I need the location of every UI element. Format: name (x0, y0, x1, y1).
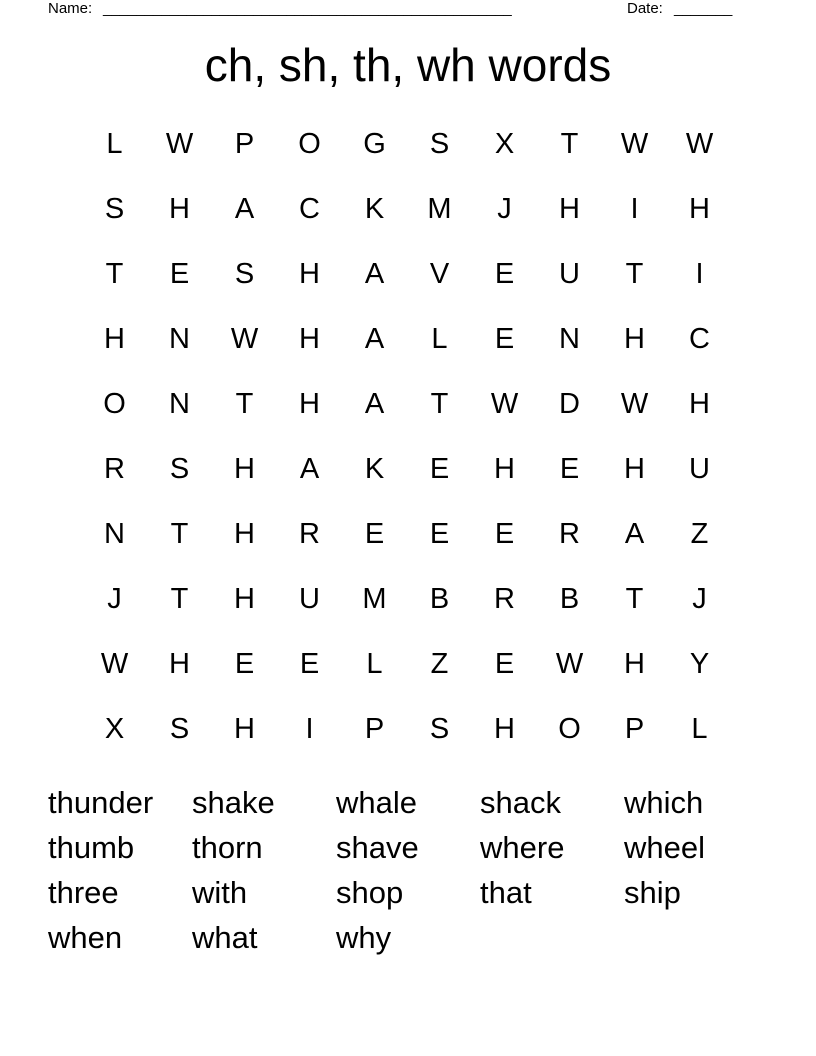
grid-cell: N (559, 323, 580, 355)
grid-cell: E (494, 323, 515, 355)
grid-cell: N (169, 323, 190, 355)
grid-cell: H (299, 323, 320, 355)
grid-cell: J (107, 583, 122, 615)
word-list (48, 780, 768, 960)
grid-cell: E (494, 648, 515, 680)
grid-cell: O (298, 128, 321, 160)
grid-cell: H (624, 648, 645, 680)
grid-cell: X (104, 713, 125, 745)
grid-cell: L (106, 128, 123, 160)
grid-cell: N (104, 518, 125, 550)
grid-cell: X (494, 128, 515, 160)
grid-cell: W (490, 388, 519, 420)
grid-cell: S (169, 713, 190, 745)
grid-cell: E (494, 518, 515, 550)
grid-cell: H (689, 388, 710, 420)
word-list-item: shake (192, 785, 275, 820)
grid-cell: T (170, 583, 189, 615)
word-list-item: thunder (48, 785, 154, 820)
grid-cell: Z (430, 648, 449, 680)
word-list-item: shack (480, 785, 561, 820)
grid-cell: T (235, 388, 254, 420)
grid-cell: Y (689, 648, 710, 680)
grid-cell: A (299, 453, 320, 485)
grid-cell: T (625, 583, 644, 615)
grid-cell: A (364, 258, 385, 290)
grid-cell: R (299, 518, 320, 550)
grid-cell: P (624, 713, 645, 745)
grid-cell: R (559, 518, 580, 550)
grid-cell: I (305, 713, 314, 745)
grid-cell: E (169, 258, 190, 290)
grid-cell: T (170, 518, 189, 550)
grid-cell: H (104, 323, 125, 355)
grid-cell: H (624, 453, 645, 485)
grid-cell: H (299, 388, 320, 420)
grid-cell: A (234, 193, 255, 225)
grid-cell: C (689, 323, 710, 355)
grid-cell: H (234, 713, 255, 745)
word-list-item: what (192, 920, 258, 955)
word-list-item: wheel (624, 830, 705, 865)
grid-cell: O (103, 388, 126, 420)
grid-cell: E (494, 258, 515, 290)
word-list-item: three (48, 875, 119, 910)
grid-cell: Z (690, 518, 709, 550)
grid-cell: W (230, 323, 259, 355)
grid-cell: T (430, 388, 449, 420)
grid-cell: S (429, 128, 450, 160)
grid-cell: E (234, 648, 255, 680)
grid-cell: H (494, 713, 515, 745)
grid-cell: S (429, 713, 450, 745)
grid-cell: E (429, 453, 450, 485)
grid-cell: A (364, 323, 385, 355)
grid-cell: K (364, 193, 385, 225)
grid-cell: J (692, 583, 707, 615)
grid-cell: M (427, 193, 452, 225)
grid-cell: H (624, 323, 645, 355)
grid-cell: I (630, 193, 639, 225)
word-list-item: which (624, 785, 704, 820)
grid-cell: H (169, 193, 190, 225)
word-list-item: when (48, 920, 123, 955)
grid-cell: L (691, 713, 708, 745)
grid-cell: H (494, 453, 515, 485)
grid-cell: G (363, 128, 386, 160)
grid-cell: H (299, 258, 320, 290)
grid-cell: B (559, 583, 580, 615)
grid-cell: H (234, 518, 255, 550)
grid-cell: L (366, 648, 383, 680)
name-blank-line: _________________________________________________ (103, 0, 512, 17)
grid-cell: N (169, 388, 190, 420)
word-list-item: that (480, 875, 532, 910)
word-list-item: shop (336, 875, 404, 910)
word-list-item: thorn (192, 830, 263, 865)
grid-cell: W (165, 128, 194, 160)
name-label: Name: (48, 0, 93, 17)
grid-cell: E (299, 648, 320, 680)
grid-cell: D (559, 388, 580, 420)
word-list-item: where (480, 830, 565, 865)
grid-cell: P (364, 713, 385, 745)
grid-cell: S (104, 193, 125, 225)
grid-cell: T (625, 258, 644, 290)
grid-cell: I (695, 258, 704, 290)
grid-cell: K (364, 453, 385, 485)
grid-cell: R (104, 453, 125, 485)
word-list-item: why (336, 920, 392, 955)
word-list-item: shave (336, 830, 419, 865)
word-list-item: whale (336, 785, 417, 820)
grid-cell: E (559, 453, 580, 485)
grid-cell: P (234, 128, 255, 160)
grid-cell: S (234, 258, 255, 290)
date-blank-line: _______ (674, 0, 733, 17)
letter-grid (82, 112, 732, 762)
grid-cell: H (234, 583, 255, 615)
grid-cell: U (689, 453, 710, 485)
grid-cell: W (620, 388, 649, 420)
grid-cell: U (299, 583, 320, 615)
grid-cell: W (555, 648, 584, 680)
grid-cell: R (494, 583, 515, 615)
grid-cell: B (429, 583, 450, 615)
grid-cell: M (362, 583, 387, 615)
grid-cell: S (169, 453, 190, 485)
word-list-item: thumb (48, 830, 135, 865)
grid-cell: H (234, 453, 255, 485)
grid-cell: W (620, 128, 649, 160)
word-list-item: ship (624, 875, 681, 910)
grid-cell: A (624, 518, 645, 550)
grid-cell: V (429, 258, 450, 290)
grid-cell: T (105, 258, 124, 290)
word-list-item: with (192, 875, 248, 910)
grid-cell: E (364, 518, 385, 550)
grid-cell: O (558, 713, 581, 745)
grid-cell: U (559, 258, 580, 290)
page-title: ch, sh, th, wh words (204, 39, 612, 91)
grid-cell: C (299, 193, 320, 225)
grid-cell: H (169, 648, 190, 680)
date-label: Date: (627, 0, 663, 17)
grid-cell: W (685, 128, 714, 160)
grid-cell: H (689, 193, 710, 225)
header (48, 0, 748, 18)
grid-cell: H (559, 193, 580, 225)
grid-cell: E (429, 518, 450, 550)
grid-cell: J (497, 193, 512, 225)
grid-cell: T (560, 128, 579, 160)
grid-cell: A (364, 388, 385, 420)
grid-cell: W (100, 648, 129, 680)
grid-cell: L (431, 323, 448, 355)
